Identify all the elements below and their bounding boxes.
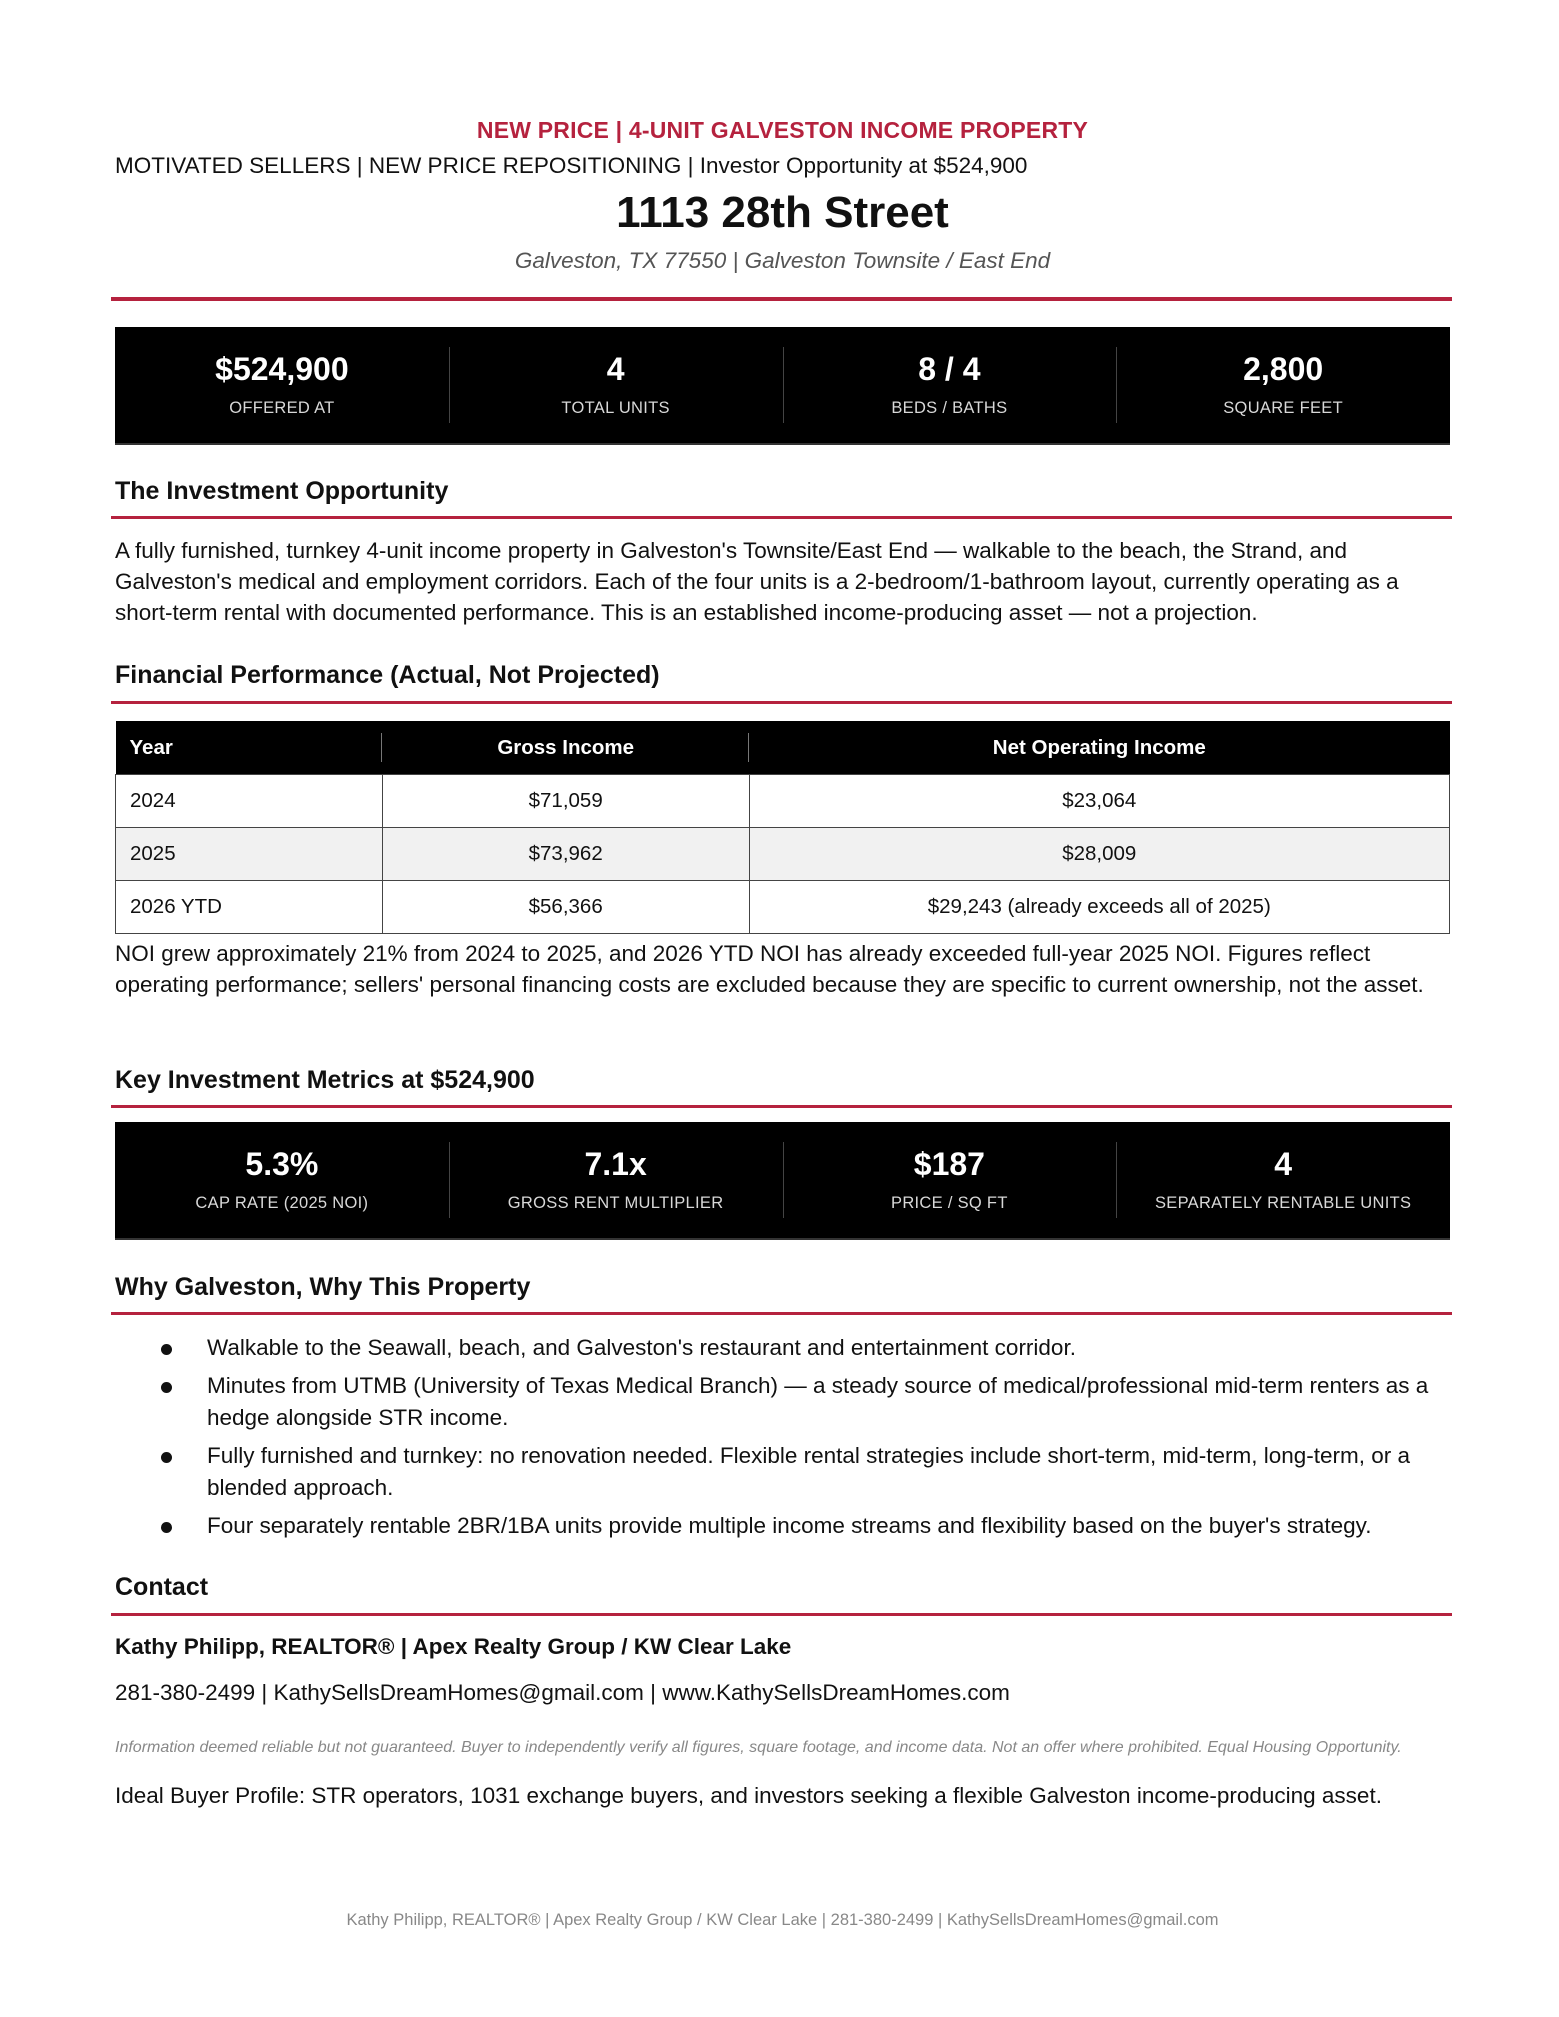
bullet-icon: [161, 1382, 172, 1393]
stat-value: 4: [606, 351, 625, 387]
flyer-page: [115, 0, 1450, 2017]
metric-gross-rent-multiplier: [449, 1122, 783, 1238]
bullet-icon: [161, 1522, 172, 1533]
buyer-profile: Ideal Buyer Profile: STR operators, 1031 exchange buyers, and investors seeking a flexible Galveston income-producing asset.: [115, 1783, 1382, 1808]
metric-value: 4: [1274, 1146, 1293, 1182]
section-title-investment: The Investment Opportunity: [115, 477, 449, 505]
financial-table: [115, 721, 1450, 934]
stat-value: $524,900: [215, 351, 349, 387]
financial-note: NOI grew approximately 21% from 2024 to 2025, and 2026 YTD NOI has already exceeded full-year 2025 NOI. Figures reflect operating performance; sellers' personal financing costs are excluded because they are specific to current ownership, not the asset.: [115, 941, 1424, 997]
metric-value: $187: [913, 1146, 985, 1182]
section-divider: [111, 1312, 1452, 1315]
column-header-year: Year: [116, 721, 383, 775]
section-divider: [111, 701, 1452, 704]
cell-noi: $23,064: [749, 775, 1449, 828]
subheadline: MOTIVATED SELLERS | NEW PRICE REPOSITIONING | Investor Opportunity at $524,900: [115, 153, 1028, 178]
property-address: 1113 28th Street: [616, 188, 949, 237]
bullet-text: Four separately rentable 2BR/1BA units provide multiple income streams and flexibility based on the buyer's strategy.: [207, 1513, 1372, 1538]
table-header-row: [116, 721, 1450, 775]
contact-details: 281-380-2499 | KathySellsDreamHomes@gmail.com | www.KathySellsDreamHomes.com: [115, 1680, 1010, 1705]
metric-label: CAP RATE (2025 NOI): [195, 1194, 369, 1212]
section-title-metrics: Key Investment Metrics at $524,900: [115, 1066, 535, 1094]
list-item: [115, 1440, 1450, 1504]
table-row: [116, 775, 1450, 828]
list-item: [115, 1510, 1450, 1542]
bullet-icon: [161, 1452, 172, 1463]
why-bullet-list: [115, 1332, 1450, 1548]
stat-value: 8 / 4: [918, 351, 981, 387]
cell-year: 2026 YTD: [116, 881, 383, 934]
stat-label: SQUARE FEET: [1223, 399, 1343, 417]
metric-label: SEPARATELY RENTABLE UNITS: [1154, 1194, 1412, 1212]
table-row: [116, 881, 1450, 934]
header-divider: [111, 297, 1452, 301]
metric-value: 7.1x: [584, 1146, 647, 1182]
metrics-stat-bar: [115, 1122, 1450, 1240]
metric-rentable-units: [1116, 1122, 1450, 1238]
disclaimer: Information deemed reliable but not guaranteed. Buyer to independently verify all figures, square footage, and income data. Not an offer where prohibited. Equal Housing Opportunity.: [115, 1739, 1402, 1756]
bullet-text: Walkable to the Seawall, beach, and Galveston's restaurant and entertainment corridor.: [207, 1335, 1076, 1360]
section-divider: [111, 1613, 1452, 1616]
stat-beds-baths: [783, 327, 1117, 443]
section-divider: [111, 1105, 1452, 1108]
stat-label: BEDS / BATHS: [891, 399, 1008, 417]
page-footer: Kathy Philipp, REALTOR® | Apex Realty Group / KW Clear Lake | 281-380-2499 | KathySellsDreamHomes@gmail.com: [346, 1911, 1219, 1929]
section-title-why: Why Galveston, Why This Property: [115, 1273, 531, 1301]
metric-value: 5.3%: [245, 1146, 319, 1182]
summary-stat-bar: [115, 327, 1450, 445]
section-title-financial: Financial Performance (Actual, Not Projected): [115, 661, 660, 689]
stat-total-units: [449, 327, 783, 443]
metric-price-per-sqft: [783, 1122, 1117, 1238]
stat-square-feet: [1116, 327, 1450, 443]
metric-cap-rate: [115, 1122, 449, 1238]
bullet-text: Fully furnished and turnkey: no renovation needed. Flexible rental strategies include short-term, mid-term, long-term, or a blended approach.: [207, 1443, 1411, 1500]
stat-label: TOTAL UNITS: [561, 399, 670, 417]
cell-gross-income: $71,059: [382, 775, 749, 828]
list-item: [115, 1332, 1450, 1364]
stat-offered-at: [115, 327, 449, 443]
cell-noi: $28,009: [749, 828, 1449, 881]
metric-label: GROSS RENT MULTIPLIER: [507, 1194, 724, 1212]
contact-name: Kathy Philipp, REALTOR® | Apex Realty Group / KW Clear Lake: [115, 1634, 792, 1659]
cell-noi: $29,243 (already exceeds all of 2025): [749, 881, 1449, 934]
cell-year: 2024: [116, 775, 383, 828]
list-item: [115, 1370, 1450, 1434]
metric-label: PRICE / SQ FT: [891, 1194, 1008, 1212]
stat-value: 2,800: [1243, 351, 1324, 387]
property-location: Galveston, TX 77550 | Galveston Townsite / East End: [514, 248, 1051, 273]
section-title-contact: Contact: [115, 1573, 209, 1601]
table-row: [116, 828, 1450, 881]
cell-year: 2025: [116, 828, 383, 881]
section-divider: [111, 516, 1452, 519]
stat-label: OFFERED AT: [229, 399, 335, 417]
eyebrow-headline: NEW PRICE | 4-UNIT GALVESTON INCOME PROPERTY: [476, 117, 1089, 143]
bullet-icon: [161, 1344, 172, 1355]
column-header-gross-income: Gross Income: [382, 721, 749, 775]
bullet-text: Minutes from UTMB (University of Texas Medical Branch) — a steady source of medical/professional mid-term renters as a hedge alongside STR income.: [207, 1373, 1429, 1430]
column-header-noi: Net Operating Income: [749, 721, 1449, 775]
cell-gross-income: $56,366: [382, 881, 749, 934]
cell-gross-income: $73,962: [382, 828, 749, 881]
investment-body: A fully furnished, turnkey 4-unit income property in Galveston's Townsite/East End — walkable to the beach, the Strand, and Galveston's medical and employment corridors. Each of the four units is a 2-bedroom/1-bathroom layout, currently operating as a short-term rental with documented performance. This is an established income-producing asset — not a projection.: [115, 538, 1399, 625]
